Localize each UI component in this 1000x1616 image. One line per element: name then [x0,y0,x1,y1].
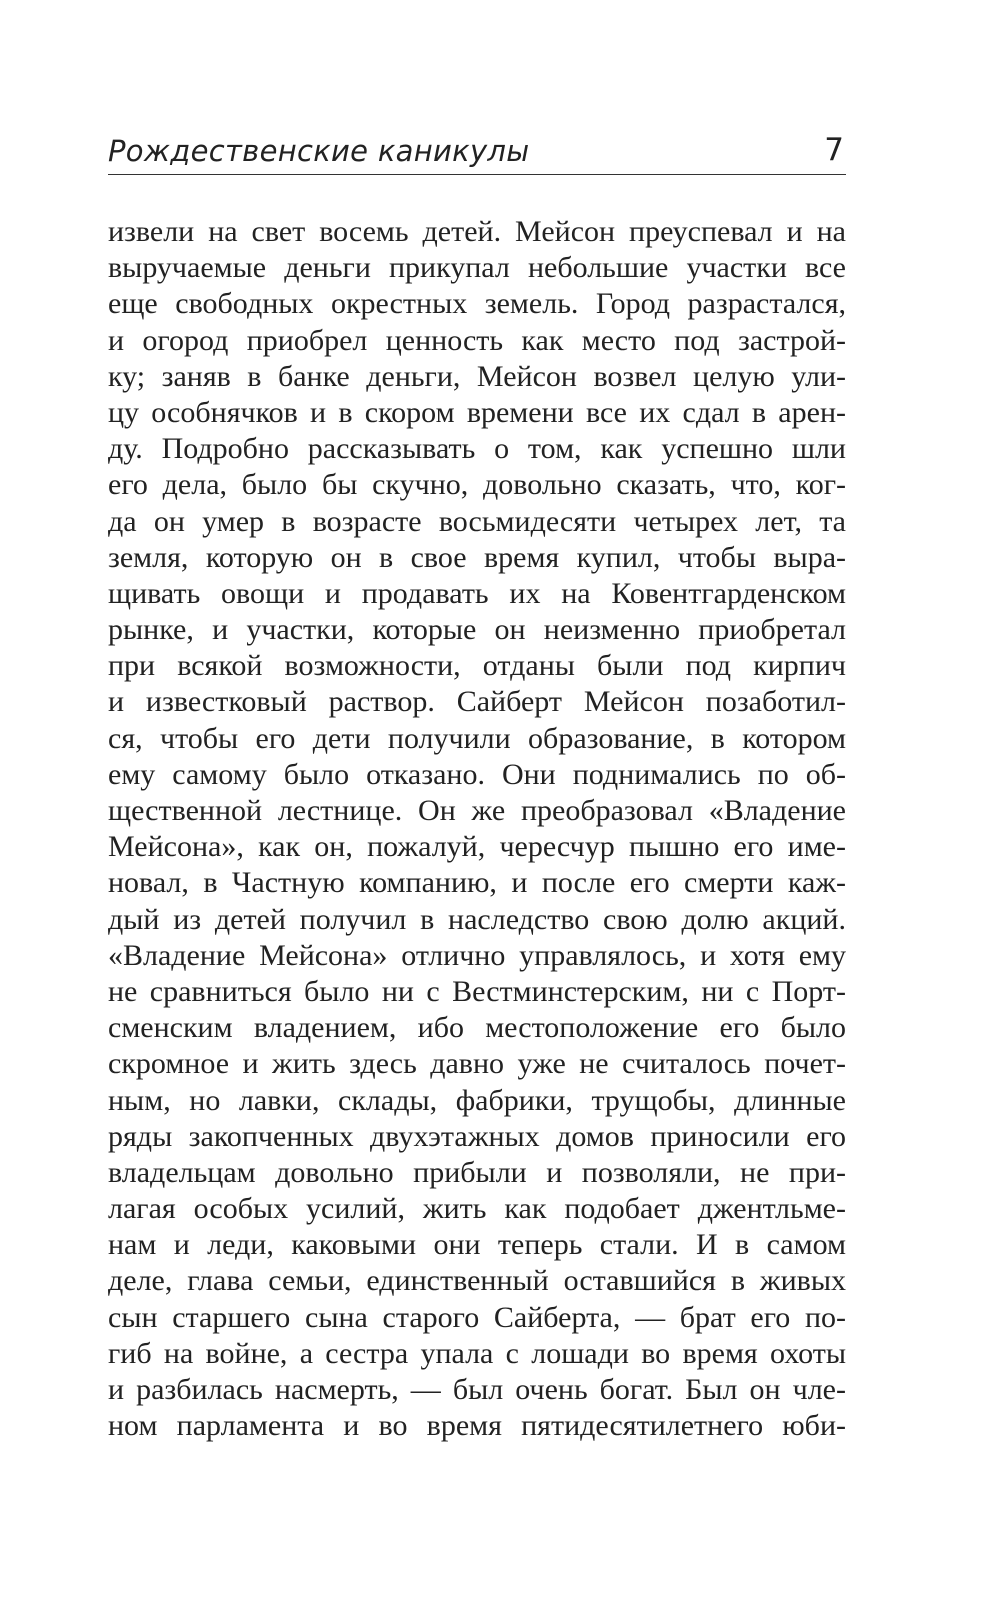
text-line: цу особнячков и в скором времени все их сдал в арен- [108,395,846,429]
page-number: 7 [824,132,844,168]
text-line: рынке, и участки, которые он неизменно приобретал [108,613,846,647]
text-line: нам и леди, каковыми они теперь стали. И в самом [108,1228,846,1262]
text-line: гиб на войне, а сестра упала с лошади во время охоты [108,1336,846,1370]
text-line: «Владение Мейсона» отлично управлялось, и хотя ему [108,938,846,972]
text-line: скромное и жить здесь давно уже не считалось почет- [108,1047,846,1081]
text-line: щивать овощи и продавать их на Ковентгарденском [108,576,846,610]
text-line: выручаемые деньги прикупал небольшие участки все [108,251,846,285]
text-line: ся, чтобы его дети получили образование, в котором [108,721,846,755]
text-line: дый из детей получил в наследство свою долю акций. [108,902,846,936]
text-line: сменским владением, ибо местоположение его было [108,1011,846,1045]
text-line: Мейсона», как он, пожалуй, чересчур пышно его име- [108,830,846,864]
text-line: да он умер в возрасте восьмидесяти четырех лет, та [108,504,846,538]
text-line: ным, но лавки, склады, фабрики, трущобы, длинные [108,1083,846,1117]
text-line: и разбилась насмерть, — был очень богат. Был он чле- [108,1373,846,1406]
text-line: ряды закопченных двухэтажных домов приносили его [108,1119,846,1153]
text-line: при всякой возможности, отданы были под кирпич [108,649,846,683]
text-line: щественной лестнице. Он же преобразовал «Владение [108,794,846,827]
text-line: и огород приобрел ценность как место под застрой- [108,323,846,357]
text-line: не сравниться было ни с Вестминстерским, ни с Порт- [108,974,846,1008]
running-head [108,128,846,175]
text-line: владельцам довольно прибыли и позволяли, не при- [108,1155,846,1189]
text-line: извели на свет восемь детей. Мейсон преуспевал и на [108,215,846,248]
text-line: ду. Подробно рассказывать о том, как успешно шли [108,432,846,466]
text-line: земля, которую он в свое время купил, чтобы выра- [108,540,846,574]
text-line: деле, глава семьи, единственный оставшийся в живых [108,1264,846,1298]
text-line: ном парламента и во время пятидесятилетнего юби- [108,1409,846,1443]
text-line: его дела, было бы скучно, довольно сказать, что, ког- [108,468,846,502]
text-line: лагая особых усилий, жить как подобает джентльме- [108,1192,846,1226]
text-line: сын старшего сына старого Сайберта, — брат его по- [108,1300,846,1334]
text-line: новал, в Частную компанию, и после его смерти каж- [108,866,846,900]
text-line: и известковый раствор. Сайберт Мейсон позаботил- [108,685,846,719]
text-line: еще свободных окрестных земель. Город разрастался, [108,287,846,321]
text-line: ку; заняв в банке деньги, Мейсон возвел целую ули- [108,359,846,393]
body-text [108,214,846,1444]
text-line: ему самому было отказано. Они поднимались по об- [108,757,846,791]
running-title: Рождественские каникулы [108,134,530,168]
